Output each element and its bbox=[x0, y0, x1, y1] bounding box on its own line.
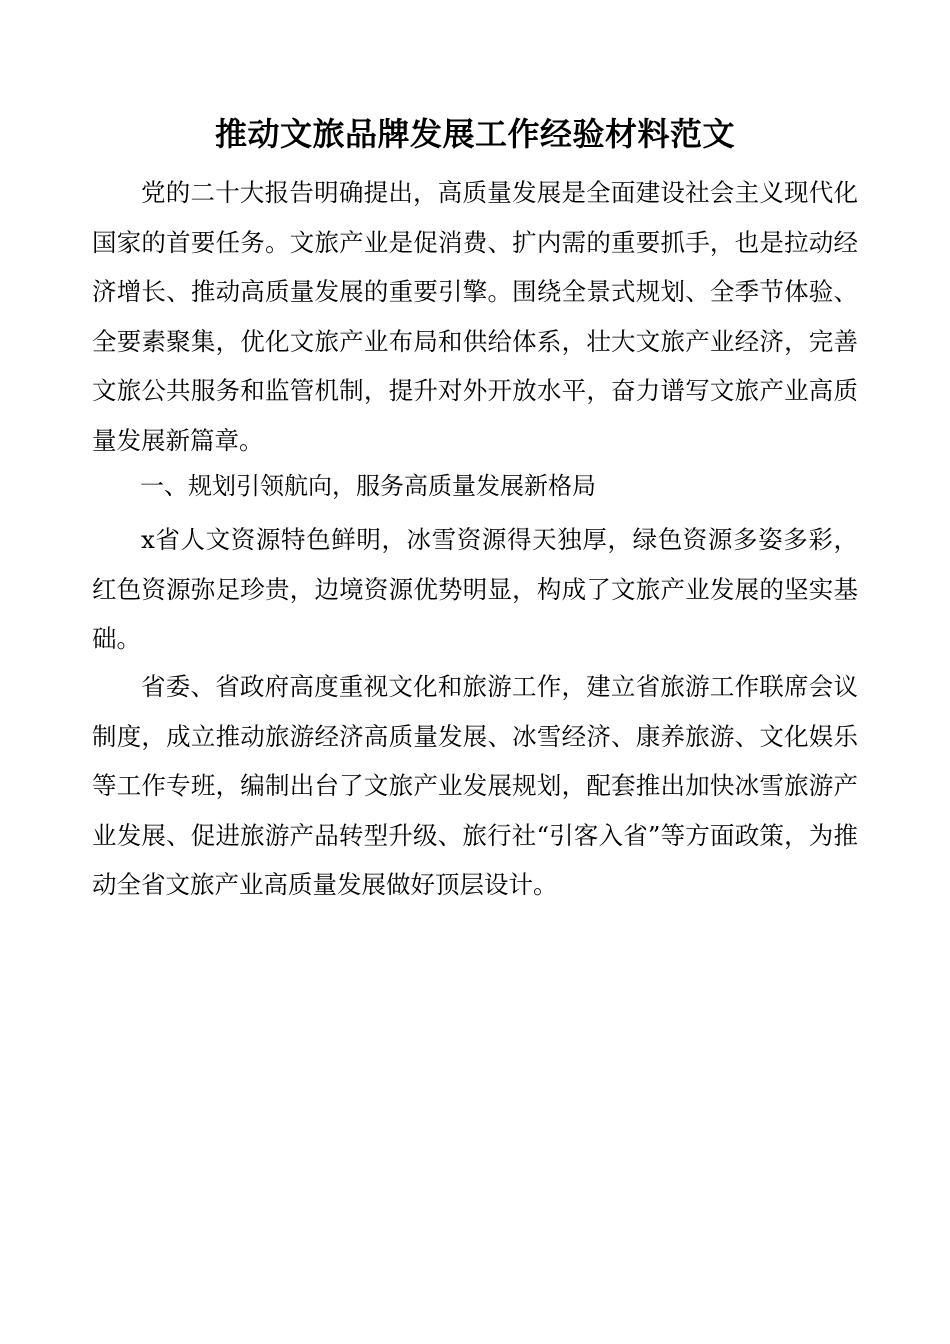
policy-paragraph: 省委、省政府高度重视文化和旅游工作，建立省旅游工作联席会议制度，成立推动旅游经济高质量发展、冰雪经济、康养旅游、文化娱乐等工作专班，编制出台了文旅产业发展规划，配套推出加快冰雪旅游产业发展、促进旅游产品转型升级、旅行社“引客入省”等方面政策，为推动全省文旅产业高质量发展做好顶层设计。 bbox=[92, 672, 858, 899]
intro-paragraph: 党的二十大报告明确提出，高质量发展是全面建设社会主义现代化国家的首要任务。文旅产业是促消费、扩内需的重要抓手，也是拉动经济增长、推动高质量发展的重要引擎。围绕全景式规划、全季节体验、全要素聚集，优化文旅产业布局和供给体系，壮大文旅产业经济，完善文旅公共服务和监管机制，提升对外开放水平，奋力谱写文旅产业高质量发展新篇章。 bbox=[92, 178, 858, 455]
section-heading: 一、规划引领航向，服务高质量发展新格局 bbox=[140, 472, 596, 500]
resources-paragraph: x省人文资源特色鲜明，冰雪资源得天独厚，绿色资源多姿多彩，红色资源弥足珍贵，边境资源优势明显，构成了文旅产业发展的坚实基础。 bbox=[92, 525, 858, 653]
document-title: 推动文旅品牌发展工作经验材料范文 bbox=[214, 115, 735, 153]
